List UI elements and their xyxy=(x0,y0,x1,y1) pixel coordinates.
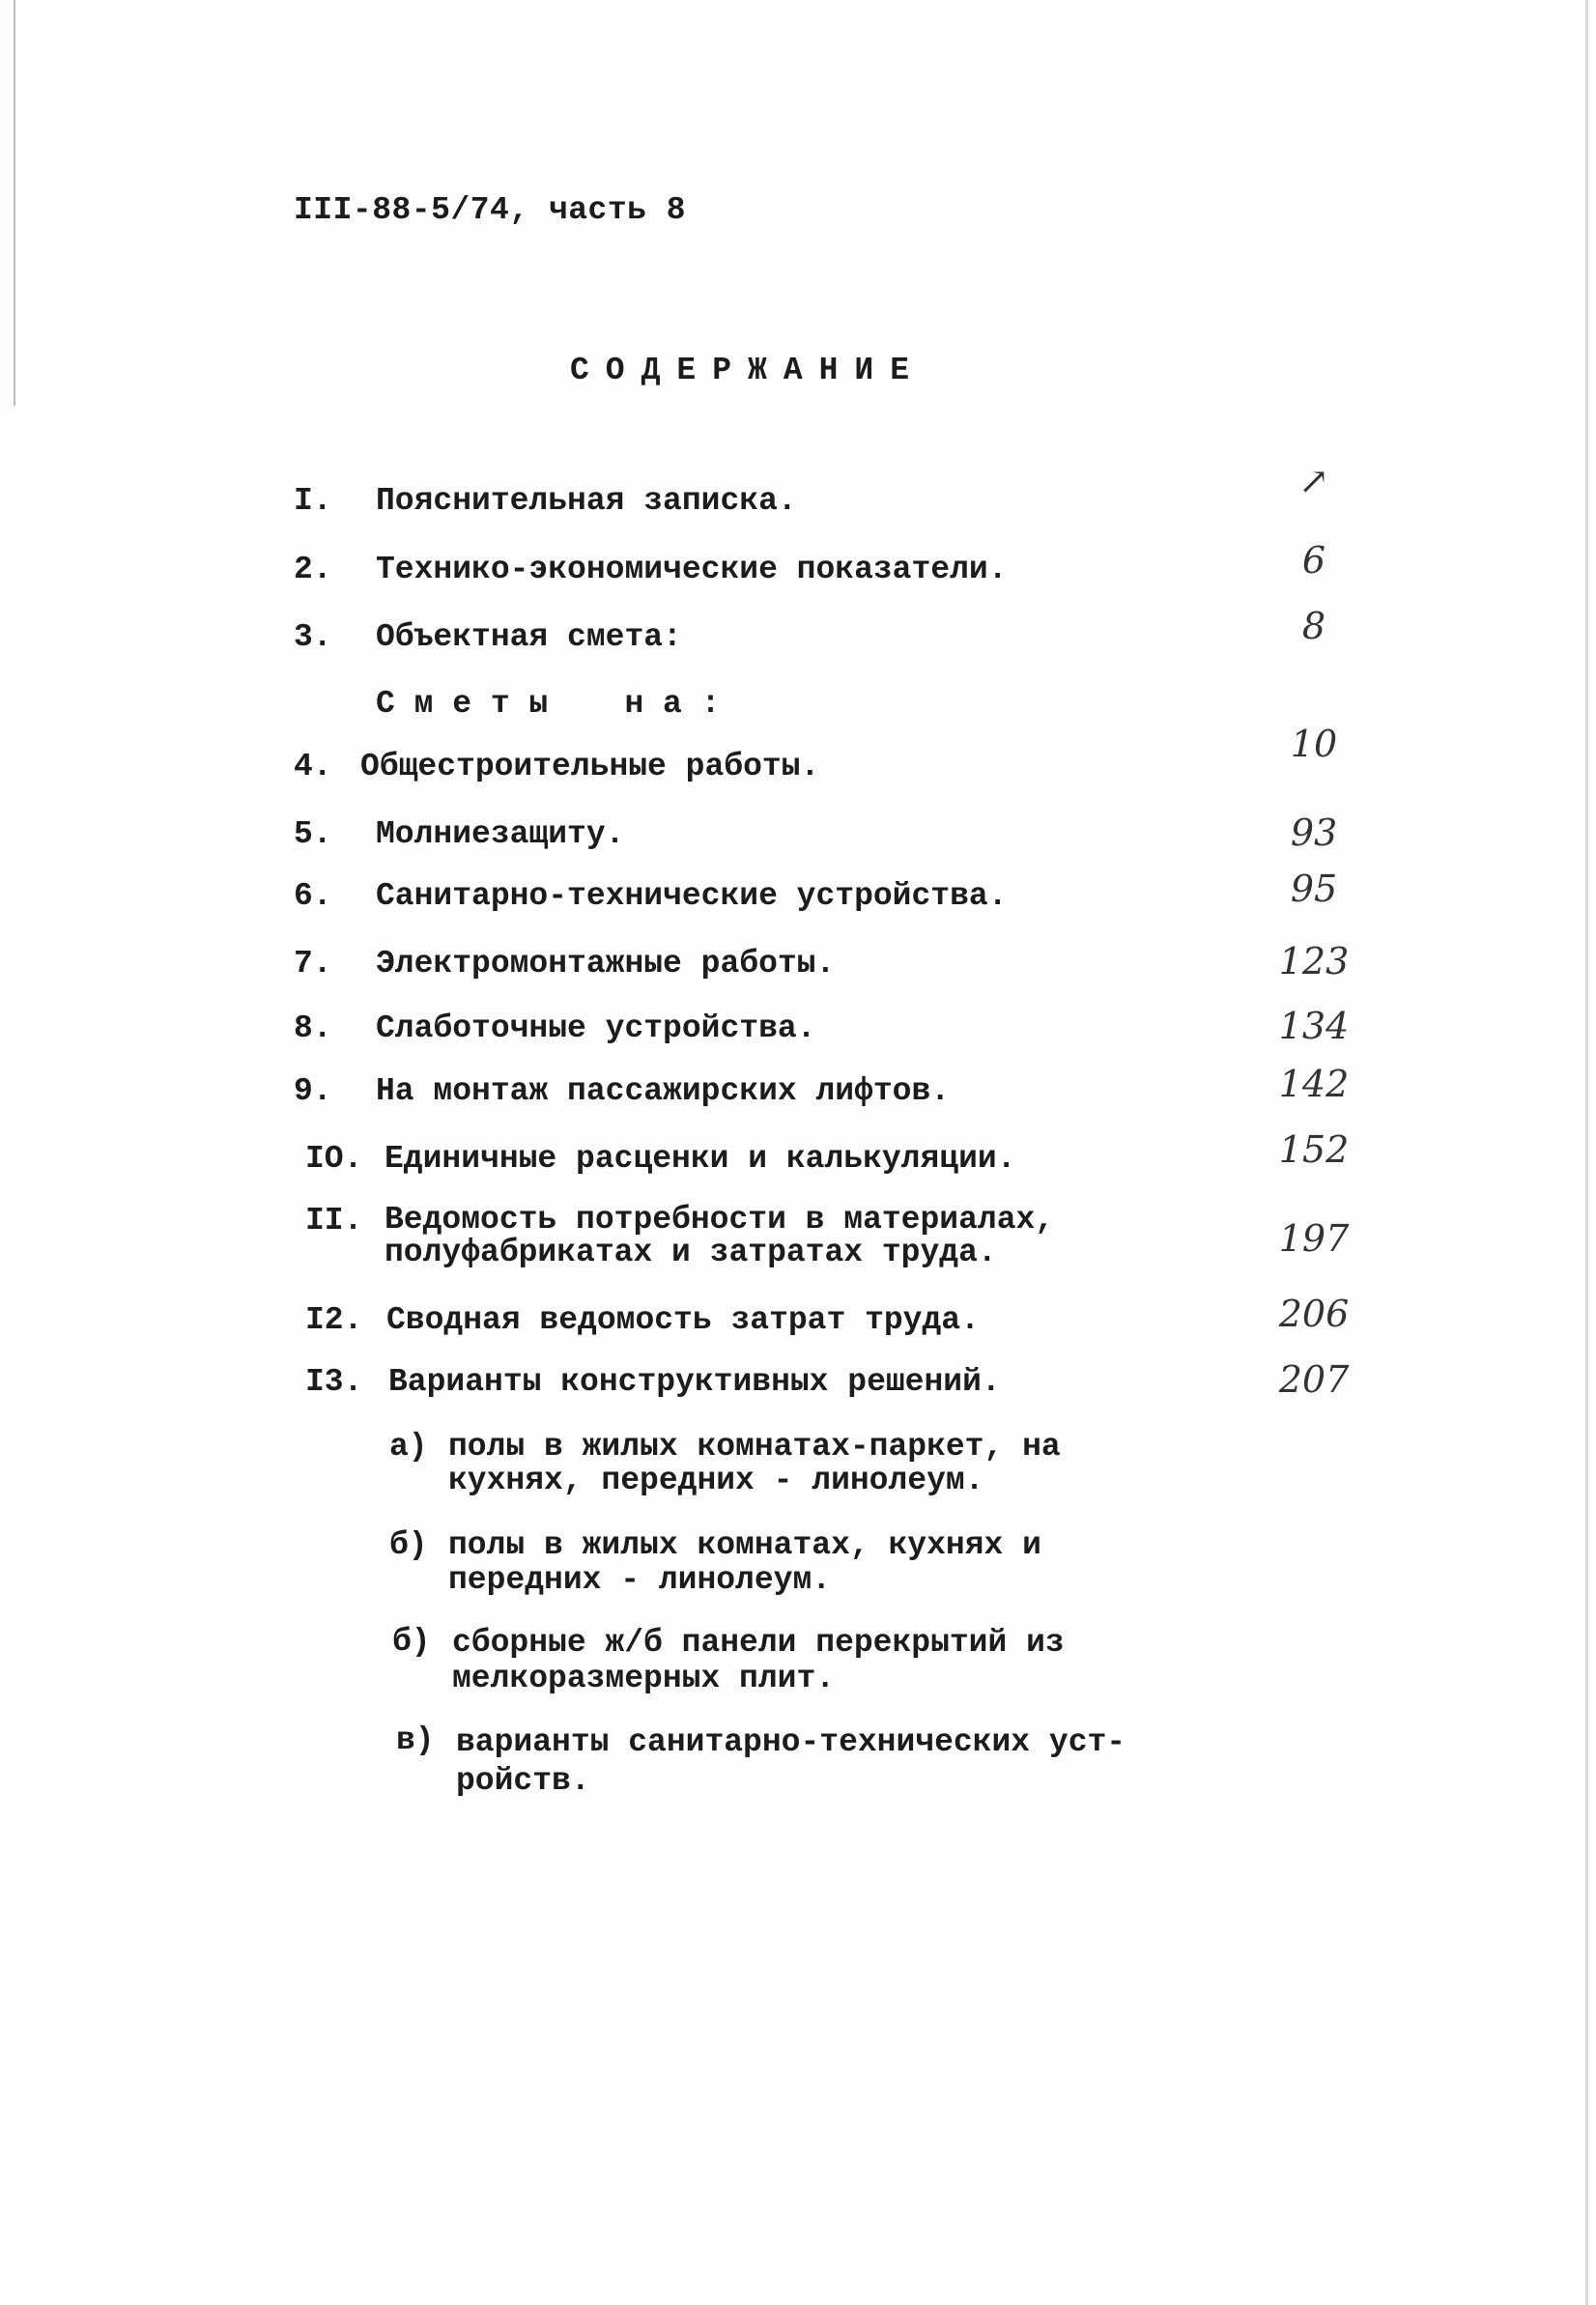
sub-letter: а) xyxy=(389,1429,428,1465)
item-text: Сводная ведомость затрат труда. xyxy=(386,1302,980,1338)
item-page: 152 xyxy=(1278,1128,1350,1171)
item-text: Электромонтажные работы. xyxy=(376,946,836,982)
item-number: 2. xyxy=(294,552,332,587)
item-text: Единичные расценки и калькуляции. xyxy=(385,1141,1016,1177)
item-number: I3. xyxy=(305,1364,363,1400)
item-number: IO. xyxy=(305,1141,363,1177)
item-number: 6. xyxy=(294,878,332,914)
item-text: Технико-экономические показатели. xyxy=(376,552,1008,587)
item-number: 5. xyxy=(294,816,332,852)
item-page: ↗ xyxy=(1298,460,1329,502)
sub-text: полы в жилых комнатах-паркет, на кухнях, передних - линолеум. xyxy=(448,1429,1061,1498)
item-page: 207 xyxy=(1278,1358,1350,1401)
item-page: 10 xyxy=(1290,723,1338,765)
item-page: 8 xyxy=(1301,605,1326,647)
item-number: 7. xyxy=(294,946,332,982)
sub-letter: б) xyxy=(392,1624,431,1660)
sub-text: сборные ж/б панели перекрытий из мелкоразмерных плит. xyxy=(452,1625,1065,1696)
item-text: На монтаж пассажирских лифтов. xyxy=(376,1073,951,1109)
item-number: 8. xyxy=(294,1010,332,1046)
item-page: 6 xyxy=(1301,539,1326,582)
item-number: I2. xyxy=(305,1302,363,1338)
item-text: Санитарно-технические устройства. xyxy=(376,878,1008,914)
item-number: I. xyxy=(294,483,332,519)
sub-text: варианты санитарно-технических уст- ройств. xyxy=(456,1724,1126,1799)
item-number: 3. xyxy=(294,619,332,655)
item-number: II. xyxy=(305,1203,363,1238)
document-code: III-88-5/74, часть 8 xyxy=(294,192,687,228)
item-text: Слаботочные устройства. xyxy=(376,1010,816,1046)
sub-letter: б) xyxy=(389,1527,428,1563)
item-number: 4. xyxy=(294,749,332,784)
item-page: 206 xyxy=(1278,1293,1350,1335)
sub-text: полы в жилых комнатах, кухнях и передних - линолеум. xyxy=(448,1527,1041,1598)
item-text: Варианты конструктивных решений. xyxy=(388,1364,1001,1400)
item-number: 9. xyxy=(294,1073,332,1109)
item-text: Объектная смета: xyxy=(376,619,682,655)
item-text: Общестроительные работы. xyxy=(360,749,820,784)
scan-edge xyxy=(14,0,15,406)
item-text: Ведомость потребности в материалах, полуфабрикатах и затратах труда. xyxy=(385,1202,1055,1270)
item-page: 142 xyxy=(1278,1063,1350,1105)
item-text: С м е т ы н а : xyxy=(376,686,721,722)
item-text: Молниезащиту. xyxy=(376,816,625,852)
sub-letter: в) xyxy=(396,1722,435,1758)
page-title: СОДЕРЖАНИЕ xyxy=(570,353,926,388)
item-page: 197 xyxy=(1278,1217,1350,1260)
scan-edge xyxy=(1585,0,1588,2305)
item-page: 123 xyxy=(1278,940,1350,982)
item-page: 134 xyxy=(1278,1005,1350,1047)
item-page: 95 xyxy=(1290,868,1338,910)
item-page: 93 xyxy=(1290,811,1338,854)
item-text: Пояснительная записка. xyxy=(376,483,797,519)
